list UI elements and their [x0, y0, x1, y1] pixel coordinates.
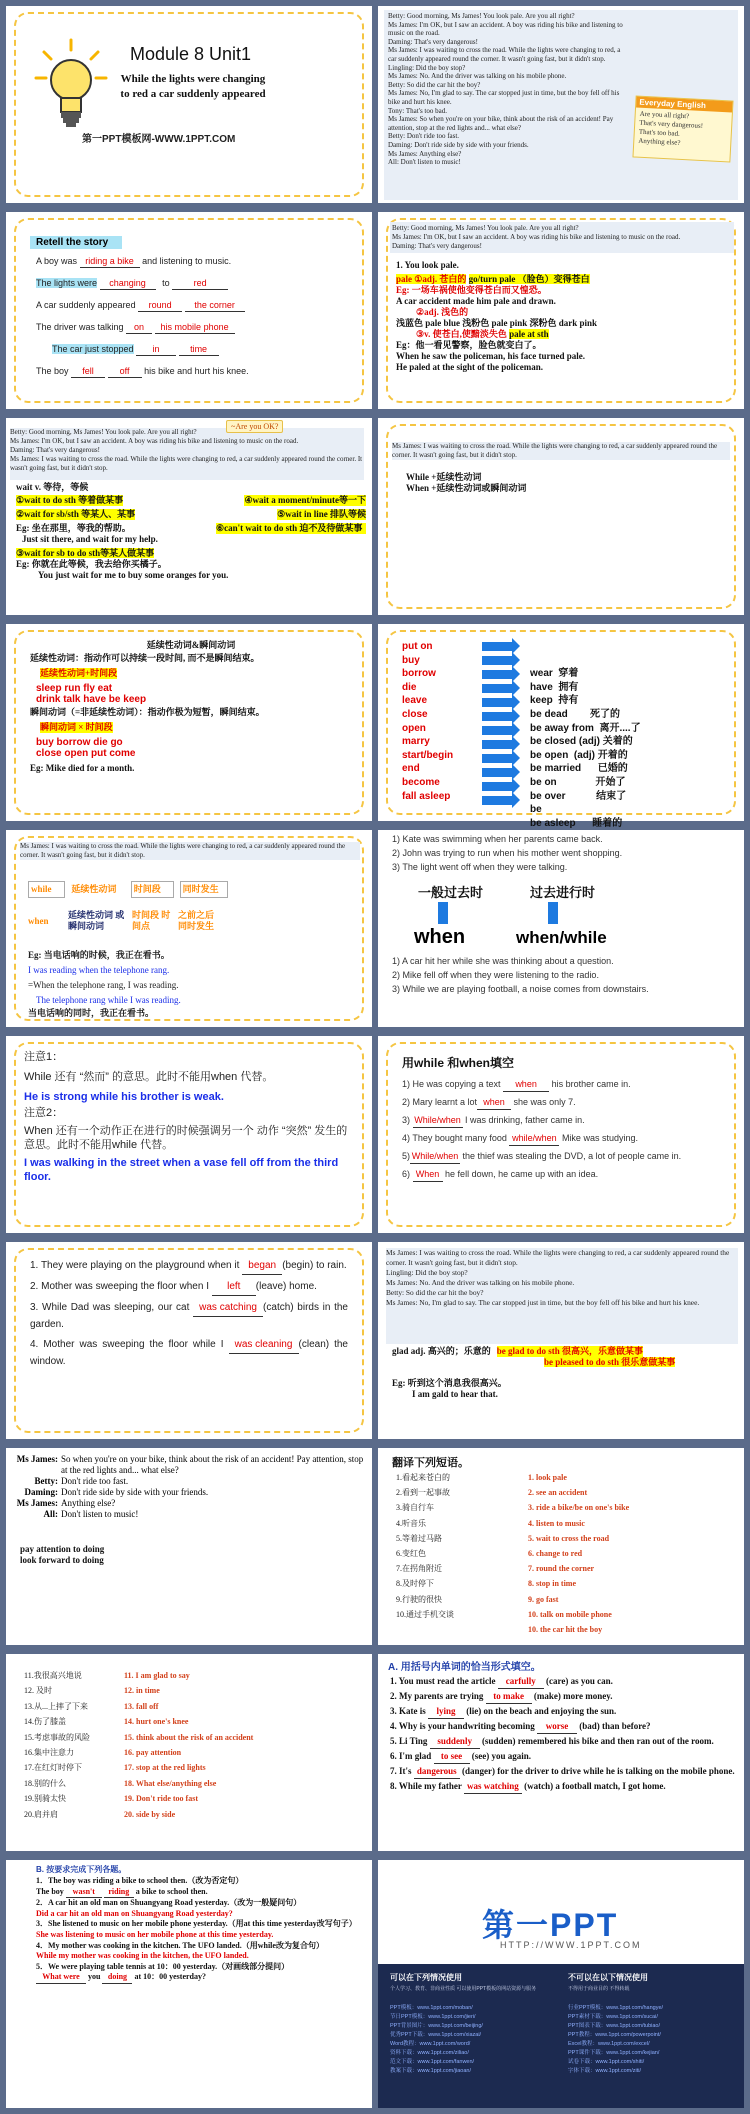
dialog-line: Ms James: No, I'm glad to say. The car stopped just in time, but the boy fell off his bike and hurt his knee.	[388, 89, 620, 106]
everyday-item: That's very dangerous!	[639, 118, 704, 131]
link[interactable]: 试卷下载：www.1ppt.com/shiti/	[568, 2059, 645, 2065]
everyday-title: Everyday English	[636, 97, 732, 113]
retell-list	[36, 256, 346, 388]
lightbulb-icon	[34, 36, 108, 136]
verb-types: 延续性动词&瞬间动词 延续性动词：指动作可以持续一段时间, 而不是瞬间结束。 延续性动词+时间段 sleep run fly eat drink talk have be keep 瞬间动词（=非延续性动词）：指动作极为短暂，瞬间结束。 瞬间动词 × 时间段 buy borrow die go close open put come Eg: Mike died for a month.	[30, 640, 265, 773]
wait-notes: wait v. 等待，等候 ①wait to do sth 等着做某事 ④wait a moment/minute等一下 ②wait for sb/sth 等某人、某事 ⑤wait in line 排队等候 Eg: 坐在那里，等我的帮助。 ⑥can't wait to do sth 迫不及待做某事 Just sit there, and wait for my help. ③wait for sb to do sth等某人做某事 Eg: 你就在此等候，我去给你买橘子。 You just wait for me to buy some oranges for you.	[16, 482, 366, 580]
simple-past-label: 一般过去时	[418, 885, 484, 900]
tense-examples: 1) Kate was swimming when her parents came back. 2) John was trying to run when his mother went shopping. 3) The light went off when they were talking.	[392, 834, 623, 872]
dialog-excerpt: Betty: Good morning, Ms James! You look pale. Are you all right? Ms James: I'm OK, but I saw an accident. A boy was riding his bike and listening to music on the road. Daming: That's very dangerous!	[390, 222, 734, 253]
dialog-line: Ms James: No. And the driver was talking on his mobile phone.	[388, 72, 567, 81]
dialog-line: Tony: That's too bad.	[388, 106, 447, 115]
slide-title	[6, 6, 372, 203]
slide-brand	[378, 1860, 744, 2108]
arrow-icon	[482, 796, 512, 805]
brand-url: HTTP://WWW.1PPT.COM	[500, 1940, 642, 1950]
slide-dialogue	[378, 6, 744, 203]
link[interactable]: 范文下载：www.1ppt.com/fanwen/	[390, 2059, 475, 2065]
translate-cn: 11.我很高兴地说 12. 及时 13.从...上摔了下来 14.伤了膝盖 15.考虑事故的风险 16.集中注意力 17.在红灯时停下 18.别的什么 19.别骑太快 20.肩并肩	[24, 1671, 90, 1819]
dialog-line: Betty: So did the car hit the boy?	[388, 80, 481, 89]
translate-en: 1. look pale 2. see an accident 3. ride a bike/be on one's bike 4. listen to music 5. wait to cross the road 6. change to red 7. round the corner 8. stop in time 9. go fast 10. talk on mobile phone 10. the car hit the boy	[528, 1473, 630, 1635]
slide-while-when	[378, 418, 744, 615]
arrow-icon	[482, 768, 512, 777]
arrow-icon	[482, 740, 512, 749]
link[interactable]: 优秀PPT下载：www.1ppt.com/xiazai/	[390, 2032, 482, 2038]
slide-fill-while-when	[378, 1036, 744, 1233]
slide-notes	[6, 1036, 372, 1233]
translate-title: 翻译下列短语。	[392, 1457, 469, 1469]
callout-bubble: ~Are you OK?	[226, 420, 283, 433]
forbidden-desc: 不得用于商业目的 不得转载	[568, 1986, 630, 1992]
everyday-item: Anything else?	[638, 136, 681, 147]
slide-rewrite	[6, 1860, 372, 2108]
durative-verbs: wear 穿着 have 拥有 keep 持有 be dead 死了的 be away from 离开....了 be closed (adj) 关着的 be open (adj) 开着的 be married 已婚的 be on 开始了 be over 结束了 be be asleep 睡着的	[530, 668, 641, 829]
exercise-title: 用while 和when填空	[402, 1056, 515, 1070]
link[interactable]: PPT教程：www.1ppt.com/powerpoint/	[568, 2032, 661, 2038]
slide-while-when-table	[6, 830, 372, 1027]
link[interactable]: 资料下载：www.1ppt.com/ziliao/	[390, 2050, 469, 2056]
arrow-icon	[482, 712, 512, 721]
link[interactable]: PPT图表下载：www.1ppt.com/tubiao/	[568, 2023, 661, 2029]
info-panel	[378, 1964, 744, 2108]
when-while-label: when/while	[516, 928, 607, 947]
arrow-icon	[482, 670, 512, 679]
subtitle: While the lights were changing to red a car suddenly appeared	[120, 73, 266, 100]
exercise-title: A. 用括号内单词的恰当形式填空。	[388, 1662, 541, 1673]
link[interactable]: 字体下载：www.1ppt.com/ziti/	[568, 2068, 642, 2074]
arrow-icon	[482, 684, 512, 693]
dialog-line: Ms James: Anything else?	[388, 149, 462, 158]
slide-tense-examples	[378, 830, 744, 1027]
example-block: Eg: 当电话响的时候，我正在看书。 I was reading when the telephone rang. =When the telephone rang, I was reading. The telephone rang while I was reading. 当电话响的同时，我正在看书。	[28, 950, 181, 1018]
forbidden-title: 不可以在以下情况使用	[568, 1973, 648, 1982]
slide-glad	[378, 1242, 744, 1439]
link[interactable]: 节日PPT模板：www.1ppt.com/jieri/	[390, 2014, 476, 2020]
dialog-excerpt: Ms James: I was waiting to cross the road. While the lights were changing to red, a car suddenly appeared round the corner. It wasn't going fast, but it didn't stop.	[20, 842, 360, 860]
slide-verb-types	[6, 624, 372, 821]
arrow-icon	[482, 642, 512, 651]
dialog-line: Betty: Don't ride too fast.	[388, 132, 460, 141]
slide-retell	[6, 212, 372, 409]
down-arrow-icon	[438, 902, 448, 924]
retell-row: The boy fell off his bike and hurt his knee.	[36, 366, 249, 376]
instant-verbs: put on buy borrow die leave close open marry start/begin end become fall asleep	[402, 641, 454, 802]
down-arrow-icon	[548, 902, 558, 924]
retell-row: The driver was talking on his mobile phone	[36, 322, 346, 344]
rewrite-exercise: 1．The boy was riding a bike to school then.（改为否定句） The boy wasn't riding a bike to school then. 2．A car hit an old man on Shuangyang Road yesterday.（改为一般疑问句） Did a car hit an old man on Shuangyang Road yesterday? 3．She listened to music on her mobile phone yesterday.（用at this time yesterday改写句子） She was listening to music on her mobile phone at this time yesterday. 4．My mother was cooking in the kitchen. The UFO landed.（用while改为复合句） While my mother was cooking in the kitchen, the UFO landed. 5．We were playing table tennis at 10：00 yesterday.（对画线部分提问） What were you doing at 10：00 yesterday?	[36, 1876, 366, 1984]
allowed-desc: 个人学习、教育、非商业性质 可以使用PPT模板的网站资源与服务	[390, 1986, 537, 1992]
arrow-icon	[482, 656, 512, 665]
slide-phrases	[6, 1448, 372, 1645]
tense-examples-2: 1) A car hit her while she was thinking about a question. 2) Mike fell off when they were listening to the radio. 3) While we are playing football, a noise comes from downstairs.	[392, 956, 649, 994]
dialog-line: Daming: Don't ride side by side with your friends.	[388, 140, 529, 149]
dialog-excerpt: Ms James: I was waiting to cross the road. While the lights were changing to red, a car suddenly appeared round the corner. It wasn't going fast, but it didn't stop. Lingling: Did the boy stop? Ms James: No. And the driver was talking on his mobile phone. Betty: So did the car hit the boy? Ms James: No, I'm glad to say. The car stopped just in time, but the boy fell off his bike and hurt his knee.	[386, 1248, 738, 1344]
word-form-exercise: 1. You must read the article carfully (care) as you can. 2. My parents are trying to make (make) more money. 3. Kate is lying (lie) on the beach and enjoying the sun. 4. Why is your handwriting becoming worse (bad) than before? 5. Li Ting suddenly (sudden) remembered his bike and then ran out of the room. 6. I'm glad to see (see) you again. 7. It's dangerous (danger) for the driver to drive while he is talking on the mobile phone. 8. While my father was watching (watch) a football match, I got home.	[390, 1674, 738, 1794]
brand-logo: 第一PPT	[482, 1907, 619, 1943]
arrow-icon	[482, 782, 512, 791]
link[interactable]: PPT素材下载：www.1ppt.com/sucai/	[568, 2014, 658, 2020]
dialog-excerpt: Betty: Good morning, Ms James! You look pale. Are you all right? Ms James: I'm OK, but I saw an accident. A boy was riding his bike and listening to music on the road. Daming: That's very dangerous! Ms James: I was waiting to cross the road. While the lights were changing to red, a car suddenly appeared round the corner. It wasn't going fast, but it didn't stop.	[10, 428, 364, 480]
fill-exercise: 1) He was copying a text when his brother came in. 2) Mary learnt a lot when she was only 7. 3) While/when I was drinking, father came in. 4) They bought many food while/when Mike was studying. 5) While/when the thief was stealing the DVD, a lot of people came in. 6) When he fell down, he came up with an idea.	[402, 1078, 724, 1182]
link[interactable]: Word教程：www.1ppt.com/word/	[390, 2041, 471, 2047]
translate-en: 11. I am glad to say 12. in time 13. fall off 14. hurt one's knee 15. think about the risk of an accident 16. pay attention 17. stop at the red lights 18. What else/anything else 19. Don't ride too fast 20. side by side	[124, 1671, 254, 1819]
verb-fill-exercise: 1. They were playing on the playground when it began (begin) to rain. 2. Mother was sweeping the floor when I left (leave) home. 3. While Dad was sleeping, our cat was catching (catch) birds in the garden. 4. Mother was sweeping the floor while I was cleaning (clean) the window.	[30, 1260, 348, 1367]
dialog-panel	[384, 10, 738, 200]
link-list-right	[568, 2004, 738, 2076]
dialog-line: Ms James: I'm OK, but I saw an accident. A boy was riding his bike and listening to music on the road.	[388, 20, 623, 38]
notes-block: 注意1： While 还有 “然而” 的意思。此时不能用when 代替。 He is strong while his brother is weak. 注意2： When 还有一个动作正在进行的时候强调另一个 动作 “突然” 发生的意思。此时不能用while 代替。 I was walking in the street when a vase fell off from the third floor.	[24, 1051, 348, 1183]
glad-notes: glad adj. 高兴的；乐意的 be glad to do sth 很高兴，乐意做某事 be pleased to do sth 很乐意做某事 Eg: 听到这个消息我很高兴。 I am gald to hear that.	[392, 1346, 676, 1399]
dialog-line: Daming: That's very dangerous!	[388, 37, 478, 46]
dialog-line: All: Don't listen to music!	[388, 158, 461, 167]
link[interactable]: PPT课件下载：www.1ppt.com/kejian/	[568, 2050, 660, 2056]
everyday-note	[632, 95, 733, 162]
retell-row: A car suddenly appeared round the corner	[36, 300, 346, 322]
everyday-item: Are you all right?	[639, 109, 690, 121]
title: Module 8 Unit1	[130, 44, 252, 64]
link[interactable]: 教案下载：www.1ppt.com/jiaoan/	[390, 2068, 471, 2074]
slide-translate-2	[6, 1654, 372, 1851]
slide-word-forms	[378, 1654, 744, 1851]
link-list-left	[390, 2004, 560, 2076]
slide-pale	[378, 212, 744, 409]
link[interactable]: PPT背景图片：www.1ppt.com/beijing/	[390, 2023, 483, 2029]
exercise-title: B. 按要求完成下列各题。	[36, 1865, 127, 1874]
retell-row: The lights were changing to red	[36, 278, 346, 300]
dialog-excerpt: Ms James: I was waiting to cross the road. While the lights were changing to red, a car suddenly appeared round the corner. It wasn't going fast, but it didn't stop.	[392, 442, 730, 460]
everyday-item: That's too bad.	[638, 127, 681, 138]
link[interactable]: 行业PPT模板：www.1ppt.com/hangye/	[568, 2005, 664, 2011]
dialog-lines: Ms James: So when you're on your bike, think about the risk of an accident! Pay attention, stop at the red lights and... what else? Betty: Don't ride too fast. Daming: Don't ride side by side with your friends. Ms James: Anything else? All: Don't listen to music!	[16, 1454, 364, 1519]
allowed-title: 可以在下列情况使用	[390, 1973, 462, 1982]
comparison-table: while 延续性动词 时间段 同时发生 when 延续性动词 或瞬间动词 时间段 时间点 之前之后 同时发生	[28, 874, 228, 938]
slide-translate	[378, 1448, 744, 1645]
site-label: 第一PPT模板网-WWW.1PPT.COM	[82, 134, 236, 145]
pale-notes: 1. You look pale. pale ①adj. 苍白的 go/turn pale （脸色）变得苍白 Eg: 一场车祸使他变得苍白而又惶恐。 A car accident made him pale and drawn. ②adj. 浅色的 浅蓝色 pale blue 浅粉色 pale pink 深粉色 dark pink ③v. 使苍白,使黯淡失色 pale at sth Eg：他一看见警察，脸色就变白了。 When he saw the policeman, his face turned pale. He paled at the sight of the policeman.	[396, 260, 598, 372]
link[interactable]: PPT模板：www.1ppt.com/moban/	[390, 2005, 473, 2011]
dialog-line: Betty: Good morning, Ms James! You look pale. Are you all right?	[388, 12, 575, 20]
dialog-text	[388, 12, 626, 167]
dialog-line: Ms James: So when you're on your bike, think about the risk of an accident! Pay attention, stop at the red lights and... what else?	[388, 115, 614, 132]
arrow-icon	[482, 698, 512, 707]
slide-verb-fill	[6, 1242, 372, 1439]
slide-verb-pairs	[378, 624, 744, 829]
slide-wait	[6, 418, 372, 615]
retell-row: The car just stopped in time	[36, 344, 346, 366]
link[interactable]: Excel教程：www.1ppt.com/excel/	[568, 2041, 650, 2047]
retell-title: Retell the story	[30, 236, 122, 249]
arrow-icon	[482, 754, 512, 763]
retell-row: A boy was riding a bike and listening to music.	[36, 256, 232, 266]
when-label: when	[414, 926, 466, 948]
arrow-icon	[482, 726, 512, 735]
past-progressive-label: 过去进行时	[530, 885, 596, 900]
while-when-rules: While +延续性动词 When +延续性动词或瞬间动词	[406, 472, 527, 493]
phrase-list: pay attention to doing look forward to doing	[20, 1544, 105, 1565]
dialog-line: Lingling: Did the boy stop?	[388, 63, 466, 72]
dialog-line: Ms James: I was waiting to cross the road. While the lights were changing to red, a car suddenly appeared round the corner. It wasn't going fast, but it didn't stop.	[388, 46, 621, 63]
translate-cn: 1.看起来苍白的 2.看到一起事故 3.骑自行车 4.听音乐 5.等着过马路 6.变红色 7.在拐角附近 8.及时停下 9.行驶的很快 10.通过手机交谈	[396, 1473, 454, 1619]
